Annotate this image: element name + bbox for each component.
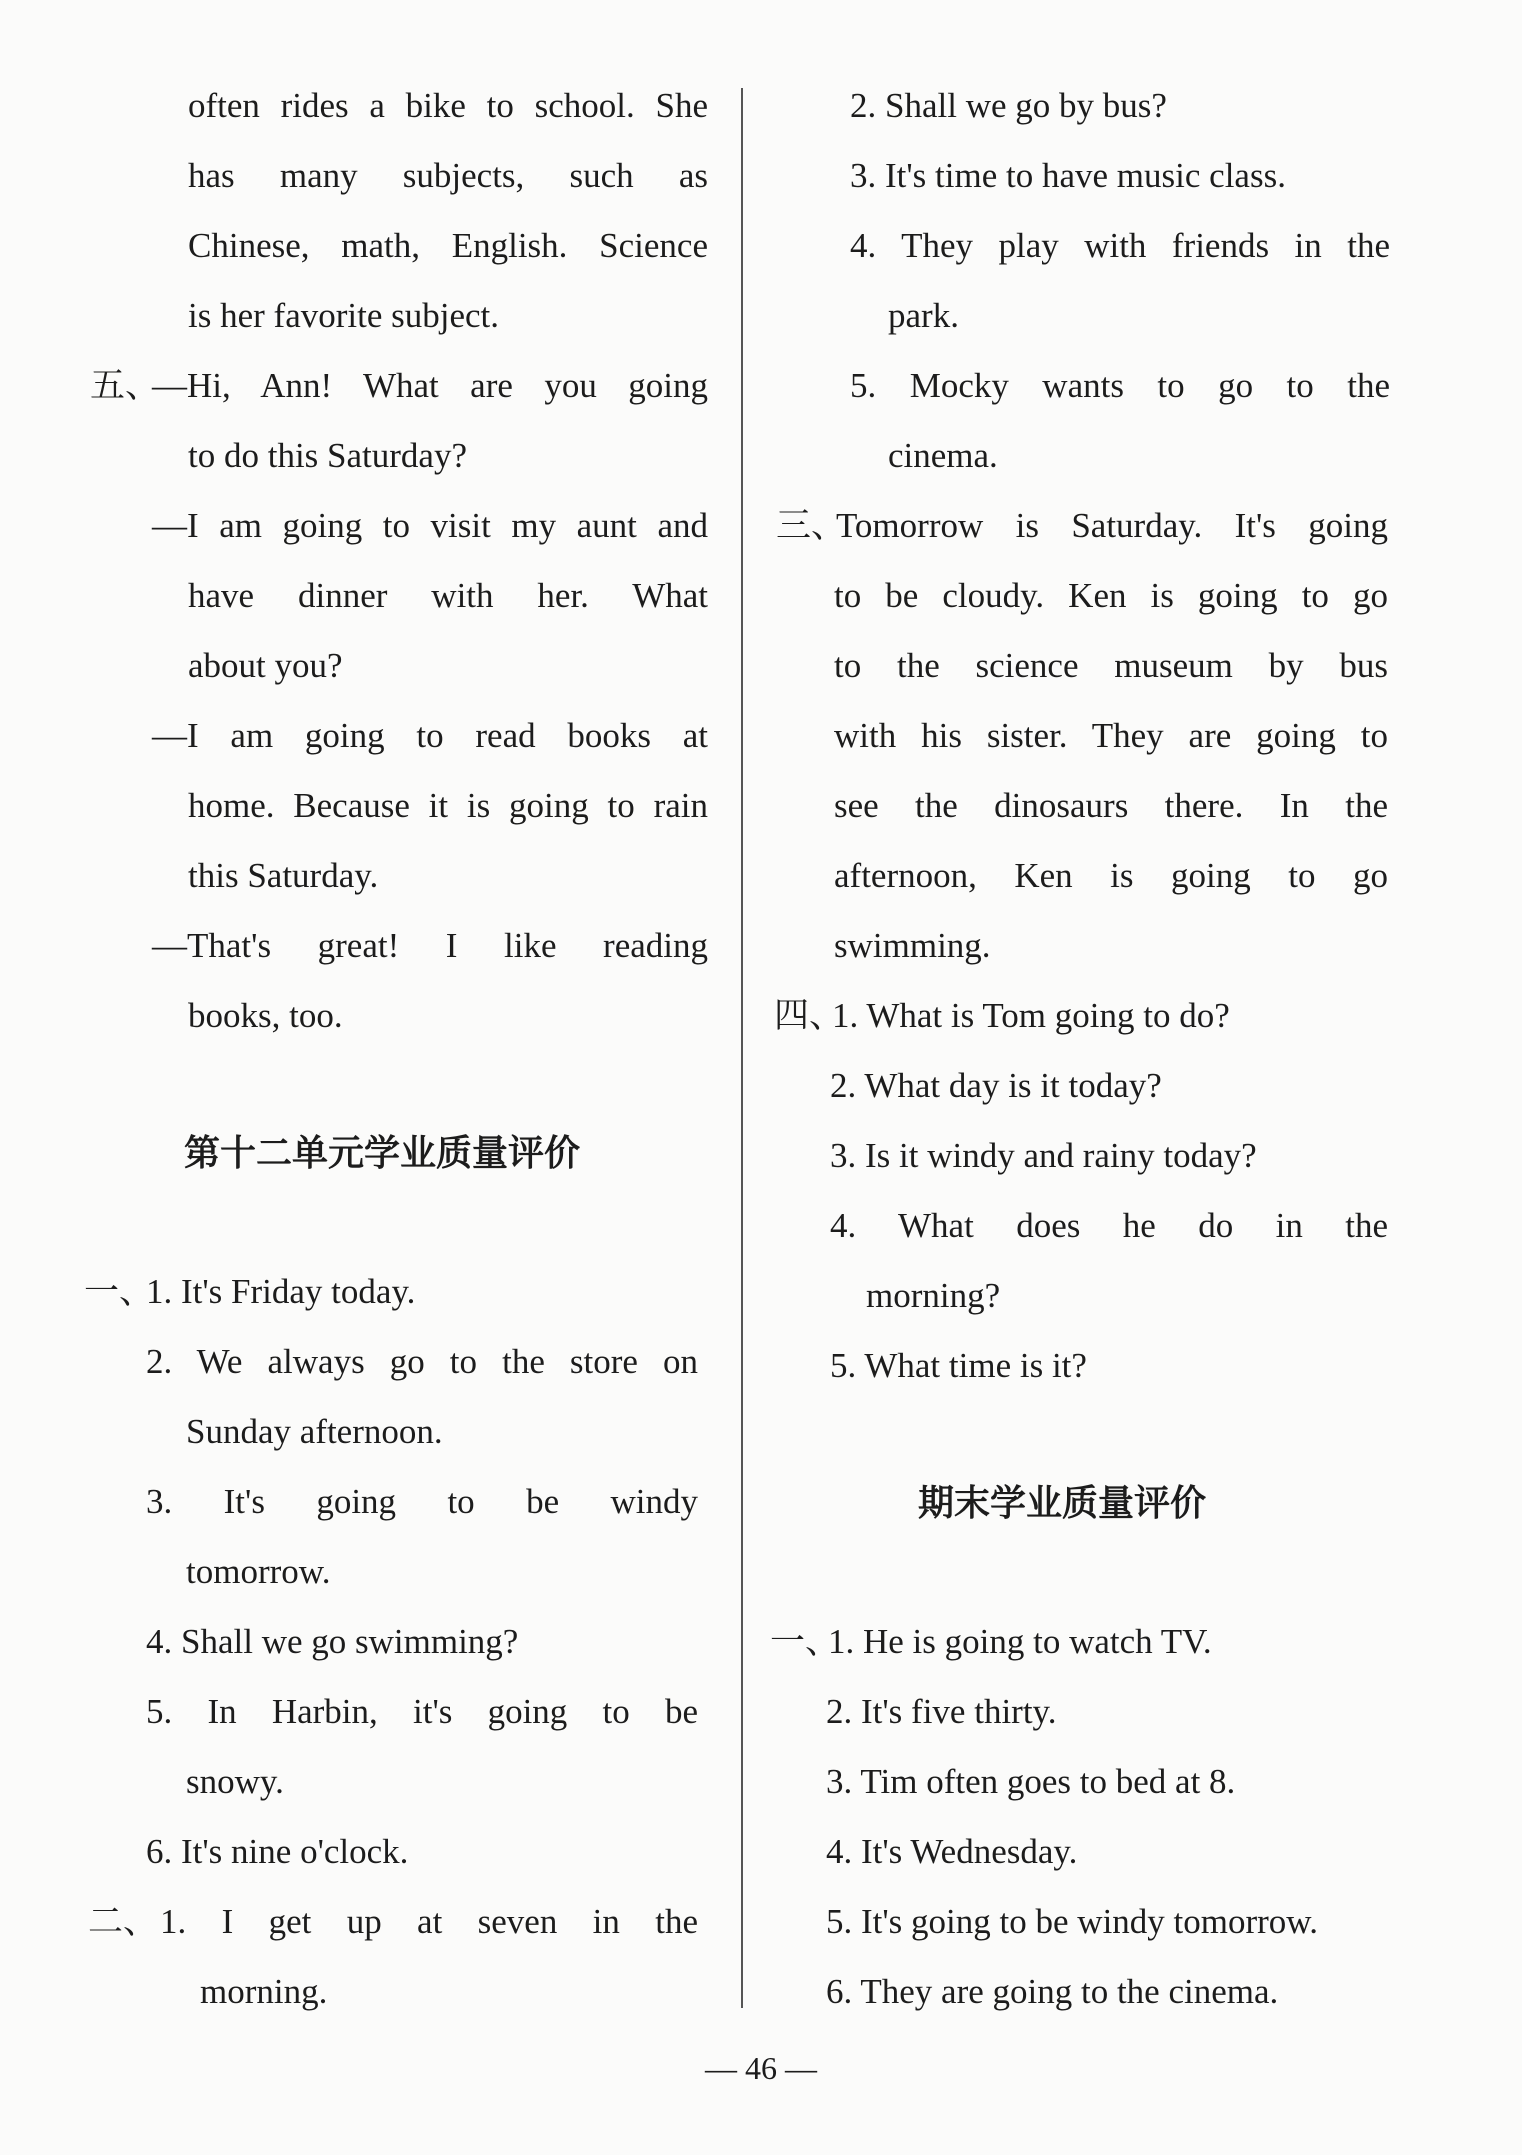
answer-line: 4. Shall we go swimming? [146,1622,519,1661]
section-heading: 第十二单元学业质量评价 [184,1133,581,1174]
dialogue-line: —I am going to visit my aunt and [152,506,708,545]
answer-line: 3. It's time to have music class. [850,156,1286,195]
text-line: often rides a bike to school. She [188,86,708,125]
paragraph-line: with his sister. They are going to [834,716,1388,755]
answer-line: 2. We always go to the store on [146,1342,698,1381]
dialogue-line: —I am going to read books at [152,716,708,755]
dialogue-line: about you? [188,646,343,685]
answer-line: 4. They play with friends in the [850,226,1390,265]
page-number: — 46 — [705,2050,817,2086]
answer-line: 6. They are going to the cinema. [826,1972,1279,2011]
answer-line: 5. Mocky wants to go to the [850,366,1390,405]
section-marker: 一、 [84,1272,155,1311]
answer-line: 5. What time is it? [830,1346,1087,1385]
answer-line: 3. Is it windy and rainy today? [830,1136,1257,1175]
answer-line: 1. What is Tom going to do? [832,996,1230,1035]
answer-line: cinema. [888,436,998,475]
dialogue-line: this Saturday. [188,856,379,895]
paragraph-line: afternoon, Ken is going to go [834,856,1388,895]
answer-line: 1. It's Friday today. [146,1272,416,1311]
answer-line: 1. He is going to watch TV. [828,1622,1212,1661]
answer-line: Sunday afternoon. [186,1412,443,1451]
dialogue-line: books, too. [188,996,343,1035]
section-heading: 期末学业质量评价 [918,1483,1207,1524]
answer-line: morning. [200,1972,328,2011]
dialogue-line: home. Because it is going to rain [188,786,708,825]
answer-line: 5. It's going to be windy tomorrow. [826,1902,1319,1941]
answer-line: 3. Tim often goes to bed at 8. [826,1762,1236,1801]
text-line: has many subjects, such as [188,156,708,195]
paragraph-line: see the dinosaurs there. In the [834,786,1388,825]
answer-line: 2. What day is it today? [830,1066,1162,1105]
answer-line: 2. It's five thirty. [826,1692,1057,1731]
section-marker: 一、 [770,1622,841,1661]
paragraph-line: swimming. [834,926,991,965]
paragraph-line: to be cloudy. Ken is going to go [834,576,1388,615]
paragraph-line: to the science museum by bus [834,646,1388,685]
dialogue-line: have dinner with her. What [188,576,708,615]
answer-line: 2. Shall we go by bus? [850,86,1167,125]
answer-line: 6. It's nine o'clock. [146,1832,409,1871]
answer-line: morning? [866,1276,1001,1315]
answer-line: 4. It's Wednesday. [826,1832,1078,1871]
answer-line: 3. It's going to be windy [146,1482,698,1521]
text-line: Chinese, math, English. Science [188,226,708,265]
text-line: is her favorite subject. [188,296,500,335]
answer-line: 5. In Harbin, it's going to be [146,1692,698,1731]
dialogue-line: to do this Saturday? [188,436,467,475]
answer-line: park. [888,296,959,335]
answer-line: tomorrow. [186,1552,331,1591]
section-marker: 五、 [90,366,161,405]
answer-line: snowy. [186,1762,284,1801]
paragraph-line: Tomorrow is Saturday. It's going [836,506,1388,545]
section-marker: 二、 [88,1902,159,1941]
answer-line: 4. What does he do in the [830,1206,1388,1245]
answer-line: 1. I get up at seven in the [160,1902,698,1941]
dialogue-line: —Hi, Ann! What are you going [152,366,708,405]
dialogue-line: —That's great! I like reading [152,926,708,965]
section-marker: 三、 [776,506,847,545]
section-marker: 四、 [774,996,845,1035]
column-divider [741,88,743,2008]
